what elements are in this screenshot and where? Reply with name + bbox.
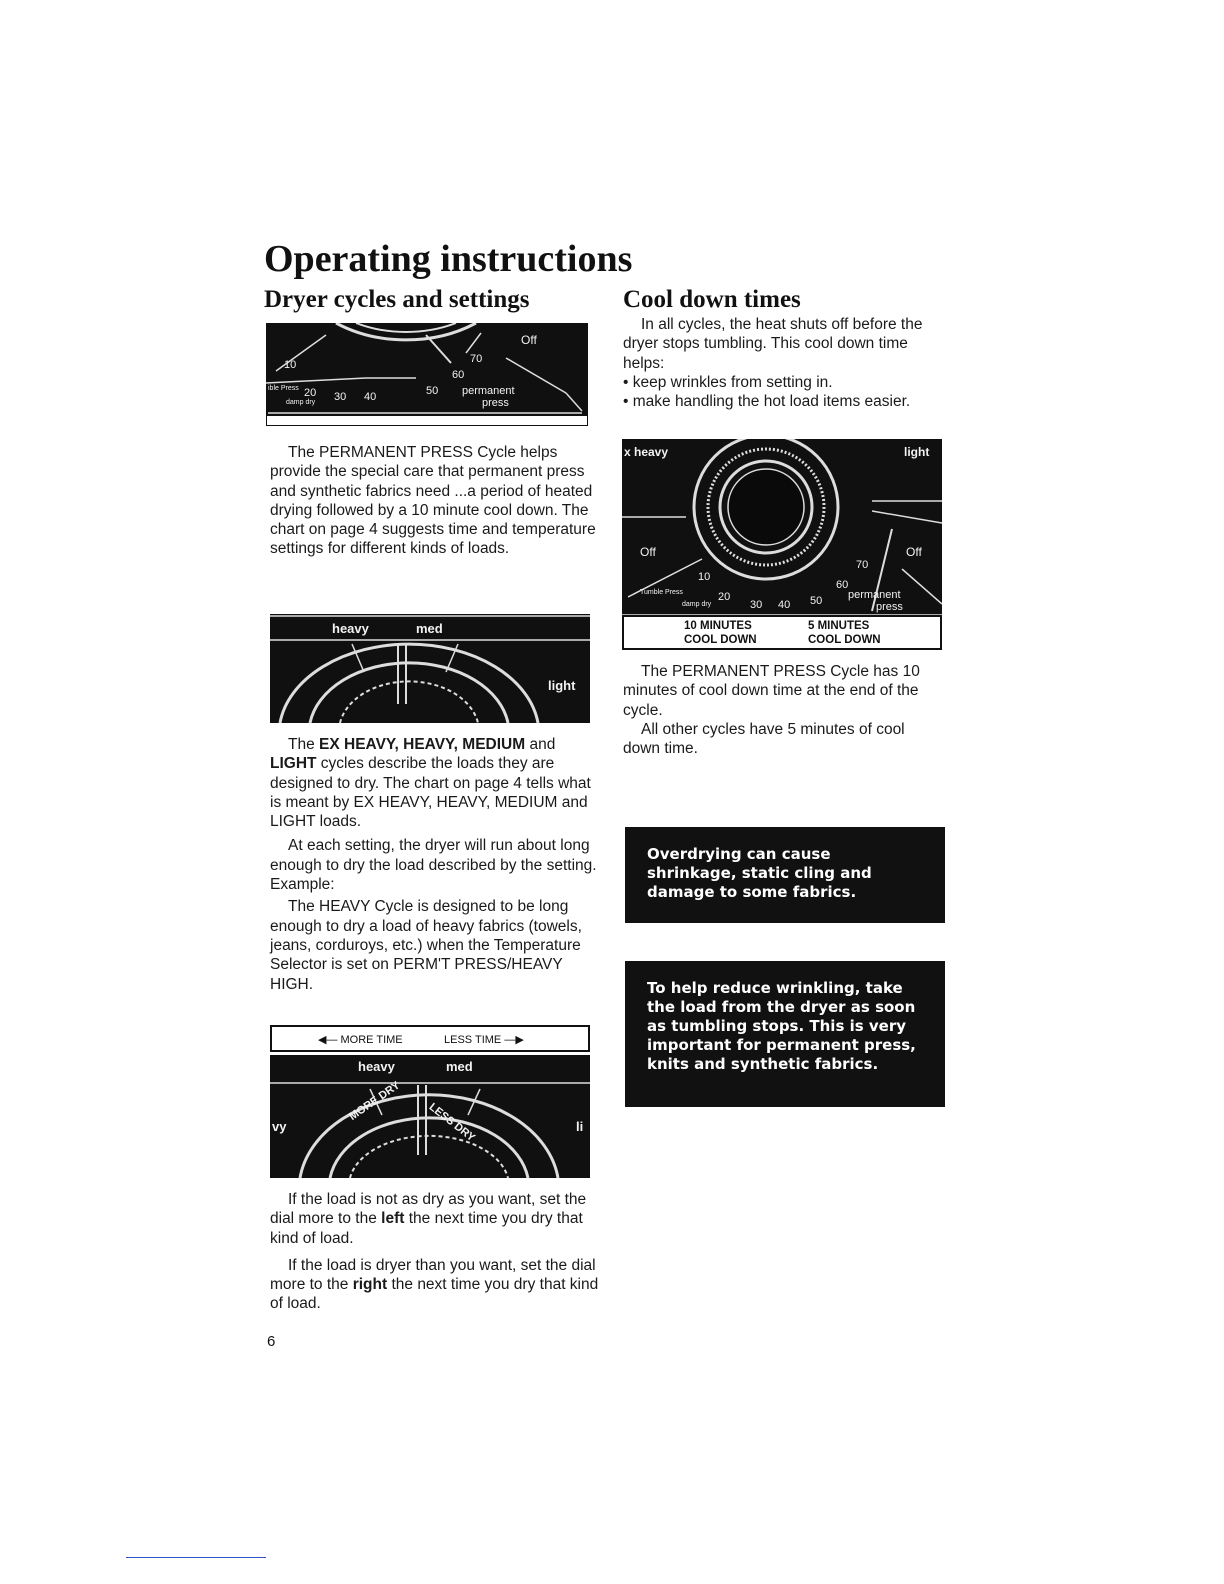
- dial-permanent-label: permanent: [848, 589, 901, 601]
- permanent-press-cool-down-paragraph: The PERMANENT PRESS Cycle has 10 minutes of cool down time at the end of the cycle.: [623, 663, 920, 719]
- cool-down-details: [623, 662, 938, 758]
- heavy-med-light-dial-illustration: [270, 614, 590, 723]
- cool-down-dial-illustration: [622, 439, 942, 650]
- cycle-descriptions: [270, 735, 600, 994]
- dial-damp-dry-label: damp dry: [286, 399, 316, 406]
- dial-arc-graphic: [266, 323, 588, 426]
- permanent-press-paragraph: The PERMANENT PRESS Cycle helps provide the special care that permanent press and synthetic fabrics need ...a period of heated drying followed by a 10 minute cool down. The chart on page 4 suggests time and temperature settings for different kinds of loads.: [270, 444, 596, 558]
- dial-off-left-label: Off: [640, 545, 656, 559]
- heavy-cycles-paragraph: The EX HEAVY, HEAVY, MEDIUM and LIGHT cycles describe the loads they are designed to dry. The chart on page 4 tells what is meant by EX HEAVY, HEAVY, MEDIUM and LIGHT loads.: [270, 736, 591, 831]
- dial-permanent-label: permanent: [462, 385, 515, 397]
- ten-minute-cool-down-label: 10 MINUTES COOL DOWN: [684, 620, 757, 646]
- dial-tumble-press-label: Tumble Press: [640, 589, 683, 596]
- dial-number-40: 40: [364, 391, 377, 403]
- dial-li-label: li: [576, 1119, 584, 1134]
- dial-light-label: light: [548, 678, 576, 693]
- cool-down-benefits-list: [623, 373, 938, 412]
- more-time-label: ◀— MORE TIME: [318, 1034, 403, 1046]
- cool-down-labels-bar: [622, 615, 942, 650]
- dial-number-50: 50: [426, 385, 439, 397]
- dial-med-label: med: [446, 1059, 473, 1074]
- less-dry-label: LESS DRY: [426, 1101, 478, 1145]
- section-heading-dryer-cycles: Dryer cycles and settings: [264, 286, 530, 313]
- wrinkling-tip-box: To help reduce wrinkling, take the load from the dryer as soon as tumbling stops. This is very important for permanent press, knits and synthetic fabrics.: [625, 961, 945, 1107]
- dial-damp-dry-label: damp dry: [682, 601, 712, 608]
- more-dry-label: MORE DRY: [347, 1079, 403, 1123]
- dial-panel: [622, 439, 942, 615]
- dial-number-50: 50: [810, 595, 823, 607]
- page-title: Operating instructions: [264, 238, 633, 280]
- section-heading-cool-down: Cool down times: [623, 286, 801, 313]
- adjust-dial-instructions: [270, 1190, 600, 1314]
- other-cycles-cool-down-paragraph: All other cycles have 5 minutes of cool down time.: [623, 720, 905, 758]
- list-item: • make handling the hot load items easier.: [623, 393, 911, 411]
- dial-off-label: Off: [521, 333, 537, 347]
- dial-number-10: 10: [698, 571, 711, 583]
- dial-light-label: light: [904, 445, 930, 459]
- footer-rule: [126, 1557, 266, 1558]
- each-setting-paragraph: At each setting, the dryer will run about long enough to dry the load described by the setting. Example:: [270, 837, 597, 894]
- more-left-paragraph: If the load is not as dry as you want, set the dial more to the left the next time you dry that kind of load.: [270, 1191, 587, 1247]
- dial-tumble-press-label: ible Press: [268, 385, 299, 392]
- page-number: 6: [267, 1333, 276, 1350]
- dial-panel: [270, 1055, 590, 1178]
- dial-number-40: 40: [778, 599, 791, 611]
- five-minute-cool-down-label: 5 MINUTES COOL DOWN: [808, 620, 881, 646]
- dial-number-30: 30: [334, 391, 347, 403]
- dial-press-label: press: [482, 397, 509, 409]
- dial-med-label: med: [416, 621, 443, 636]
- more-right-paragraph: If the load is dryer than you want, set the dial more to the right the next time you dry that kind of load.: [270, 1256, 599, 1313]
- dial-heavy-label: heavy: [358, 1059, 395, 1074]
- dial-off-right-label: Off: [906, 545, 922, 559]
- overdrying-warning-box: Overdrying can cause shrinkage, static cling and damage to some fabrics.: [625, 827, 945, 923]
- dial-number-10: 10: [284, 359, 297, 371]
- dial-press-label: press: [876, 601, 903, 613]
- dial-heavy-label: heavy: [332, 621, 369, 636]
- dial-x-heavy-label: x heavy: [624, 445, 669, 459]
- dial-vy-label: vy: [272, 1119, 287, 1134]
- dial-number-60: 60: [836, 579, 849, 591]
- dial-number-20: 20: [718, 591, 731, 603]
- dial-number-70: 70: [470, 353, 483, 365]
- dial-arc-graphic: [270, 1055, 590, 1178]
- heavy-example-paragraph: The HEAVY Cycle is designed to be long enough to dry a load of heavy fabrics (towels, jeans, corduroys, etc.) when the Temperature Selector is set on PERM'T PRESS/HEAVY HIGH.: [270, 898, 582, 993]
- dial-number-30: 30: [750, 599, 763, 611]
- more-less-time-bar: [270, 1025, 590, 1052]
- dial-number-70: 70: [856, 559, 869, 571]
- permanent-press-dial-illustration: [266, 323, 588, 426]
- cool-down-intro: In all cycles, the heat shuts off before the dryer stops tumbling. This cool down time helps: • keep wrinkles from setting in. • make handling the hot load items easier.: [623, 315, 938, 411]
- list-item: • keep wrinkles from setting in.: [623, 373, 833, 391]
- less-time-label: LESS TIME —▶: [444, 1034, 524, 1046]
- dial-number-60: 60: [452, 369, 465, 381]
- more-less-dry-dial-illustration: [270, 1025, 590, 1178]
- dial-number-20: 20: [304, 387, 317, 399]
